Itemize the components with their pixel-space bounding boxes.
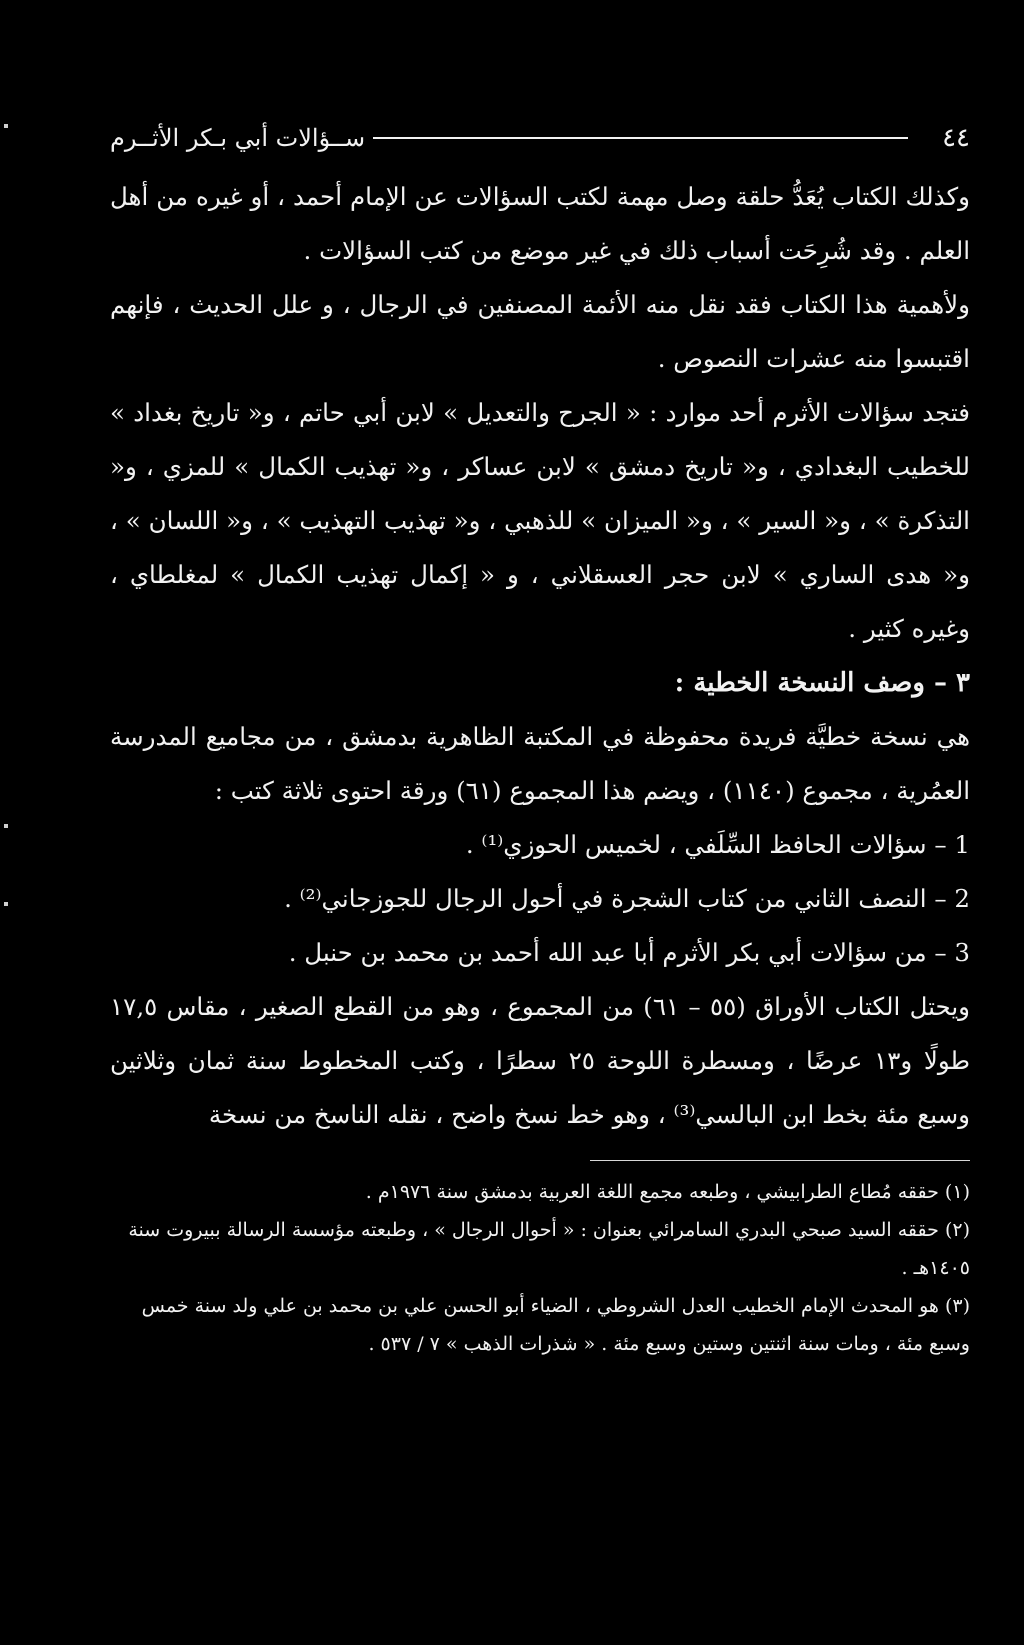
manuscript-description: ويحتل الكتاب الأوراق (٥٥ – ٦١) من المجموع ، وهو من القطع الصغير ، مقاس ١٧,٥ طولًا و١٣ عرضًا ، ومسطرة اللوحة ٢٥ سطرًا ، وكتب المخطوط سنة ثمان وثلاثين وسبع مئة بخط ابن البالسي⁽³⁾ ، وهو خط نسخ واضح ، نقله الناسخ من نسخة xyxy=(110,992,970,1129)
header-rule xyxy=(373,137,908,139)
book-page xyxy=(110,120,970,1363)
footnote-2: (٢) حققه السيد صبحي البدري السامرائي بعنوان : « أحوال الرجال » ، وطبعته مؤسسة الرسالة ببيروت سنة ١٤٠٥هـ . xyxy=(128,1219,970,1279)
paragraph-importance: وكذلك الكتاب يُعَدُّ حلقة وصل مهمة لكتب السؤالات عن الإمام أحمد ، أو غيره من أهل العلم . وقد شُرِحَت أسباب ذلك في غير موضع من كتب السؤالات . xyxy=(110,182,970,265)
footnotes xyxy=(110,1173,970,1363)
margin-mark-2 xyxy=(4,824,8,828)
list-item-2: 2 – النصف الثاني من كتاب الشجرة في أحول الرجال للجوزجاني⁽²⁾ . xyxy=(284,884,970,913)
running-title: ســؤالات أبي بـكر الأثــرم xyxy=(110,124,366,152)
page-number: ٤٤ xyxy=(942,123,970,153)
footnote-rule xyxy=(590,1160,970,1161)
margin-mark-3 xyxy=(4,902,8,906)
page-header xyxy=(110,120,970,156)
body-text xyxy=(110,170,970,1142)
manuscript-intro: هي نسخة خطيَّة فريدة محفوظة في المكتبة الظاهرية بدمشق ، من مجاميع المدرسة العمُرية ، مجموع (١١٤٠) ، ويضم هذا المجموع (٦١) ورقة احتوى ثلاثة كتب : xyxy=(110,722,970,805)
footnote-1: (١) حققه مُطاع الطرابيشي ، وطبعه مجمع اللغة العربية بدمشق سنة ١٩٧٦م . xyxy=(365,1181,970,1203)
paragraph-citations: ولأهمية هذا الكتاب فقد نقل منه الأئمة المصنفين في الرجال ، و علل الحديث ، فإنهم اقتبسوا منه عشرات النصوص . xyxy=(110,290,970,373)
margin-mark-1 xyxy=(4,124,8,128)
list-item-1: 1 – سؤالات الحافظ السِّلَفي ، لخميس الحوزي⁽¹⁾ . xyxy=(465,830,970,859)
section-heading: ٣ – وصف النسخة الخطية : xyxy=(674,668,970,698)
paragraph-sources: فتجد سؤالات الأثرم أحد موارد : « الجرح والتعديل » لابن أبي حاتم ، و« تاريخ بغداد » للخطيب البغدادي ، و« تاريخ دمشق » لابن عساكر ، و« تهذيب الكمال » للمزي ، و« التذكرة » ، و« السير » ، و« الميزان » للذهبي ، و« تهذيب التهذيب » ، و« اللسان » ، و« هدى الساري » لابن حجر العسقلاني ، و « إكمال تهذيب الكمال » لمغلطاي ، وغيره كثير . xyxy=(110,398,970,643)
list-item-3: 3 – من سؤالات أبي بكر الأثرم أبا عبد الله أحمد بن محمد بن حنبل . xyxy=(288,938,970,967)
footnote-3: (٣) هو المحدث الإمام الخطيب العدل الشروطي ، الضياء أبو الحسن علي بن محمد بن علي ولد سنة خمس وسبع مئة ، ومات سنة اثنتين وستين وسبع مئة . « شذرات الذهب » ٧ / ٥٣٧ . xyxy=(141,1295,970,1355)
